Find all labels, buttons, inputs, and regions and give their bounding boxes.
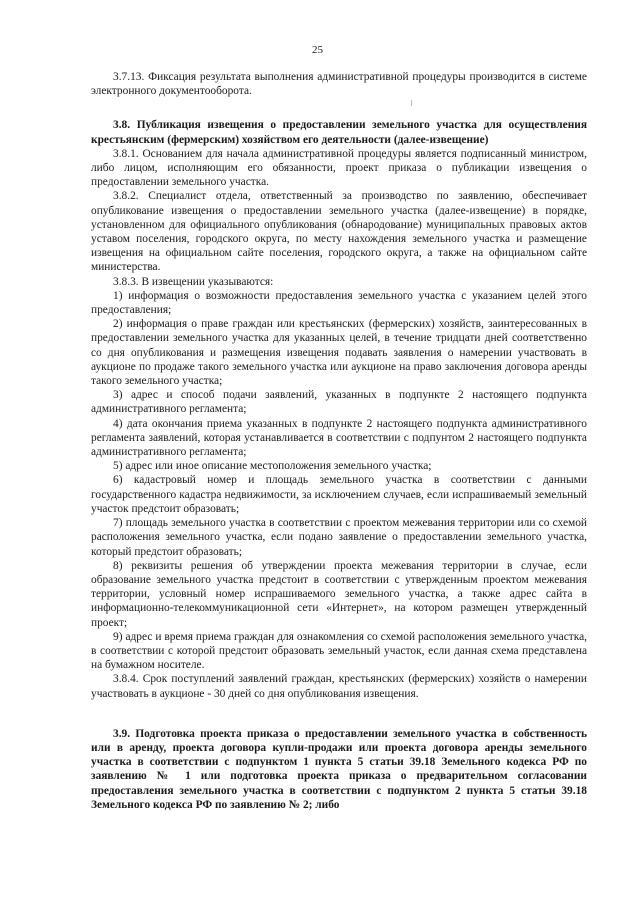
page-number: 25 [312,44,323,56]
section-heading-3-8: 3.8. Публикация извещения о предоставлении земельного участка для осуществления крестьянским (фермерским) хозяйством его деятельности (далее-извещение) [91,119,587,146]
list-item-7: 7) площадь земельного участка в соответствии с проектом межевания территории или со схемой расположения земельного участка, если подано заявление о предоставлении земельного участка, который предстоит образовать; [91,517,587,558]
list-item-1: 1) информация о возможности предоставления земельного участка с указанием целей этого предоставления; [91,289,587,317]
list-item-4: 4) дата окончания приема указанных в подпункте 2 настоящего подпункта административного регламента заявлений, которая устанавливается в соответствии с подпунтом 2 настоящего подпункта административного регламента; [91,417,587,459]
list-item-6: 6) кадастровый номер и площадь земельного участка в соответствии с данными государственного кадастра недвижимости, за исключением случаев, если испрашиваемый земельный участок предстоит образовать; [91,474,587,515]
list-item-2: 2) информация о праве граждан или крестьянских (фермерских) хозяйств, заинтересованных в предоставлении земельного участка для указанных целей, в течение тридцати дней соответственно со дня опубликования и размещения извещения подавать заявления о намерении участвовать в аукционе по продаже такого земельного участка или аукционе на право заключения договора аренды такого земельного участка; [91,318,587,388]
paragraph-3-8-2: 3.8.2. Специалист отдела, ответственный за производство по заявлению, обеспечивает опубликование извещения о предоставлении земельного участка (далее-извещение) в порядке, установленном для официального опубликования (обнародование) муниципальных правовых актов уставом поселения, городского округа, по месту нахождения земельного участка и размещение извещения на официальном сайте поселения, городского округа, а также на официальном сайте министерства. [91,190,587,274]
paragraph-3-7-13: 3.7.13. Фиксация результата выполнения административной процедуры производится в системе электронного документооборота. [91,71,587,98]
section-heading-3-9: 3.9. Подготовка проекта приказа о предоставлении земельного участка в собственность или в аренду, проекта договора купли-продажи или проекта договора аренды земельного участка в соответствии с подпунктом 1 пункта 5 статьи 39.18 Земельного кодекса РФ по заявлению № 1 или подготовка проекта приказа о предварительном согласовании предоставления земельного участка в соответствии с подпунктом 2 пункта 5 статьи 39.18 Земельного кодекса РФ по заявлению № 2; либо [91,727,587,811]
list-item-9: 9) адрес и время приема граждан для ознакомления со схемой расположения земельного участка, в соответствии с которой предстоит образовать земельный участок, если данная схема представлена на бумажном носителе. [91,630,587,672]
list-item-5: 5) адрес или иное описание местоположения земельного участка; [113,460,432,473]
paragraph-3-8-3: 3.8.3. В извещении указываются: [113,275,274,288]
list-item-3: 3) адрес и способ подачи заявлений, указанных в подпункте 2 настоящего подпункта административного регламента; [91,389,587,416]
list-item-8: 8) реквизиты решения об утверждении проекта межевания территории в случае, если образование земельного участка предстоит в соответствии с утвержденным проектом межевания территории, условный номер испрашиваемого земельного участка, а также адрес сайта в информационно-телекоммуникационной сети «Интернет», на котором размещен утвержденный проект; [91,559,587,629]
paragraph-3-8-4: 3.8.4. Срок поступлений заявлений граждан, крестьянских (фермерских) хозяйств о намерении участвовать в аукционе - 30 дней со дня опубликования извещения. [91,673,587,700]
document-body [91,70,587,812]
paragraph-3-8-1: 3.8.1. Основанием для начала административной процедуры является подписанный министром, либо лицом, исполняющим его обязанности, проект приказа о публикации извещения о предоставлении земельного участка. [91,147,587,189]
